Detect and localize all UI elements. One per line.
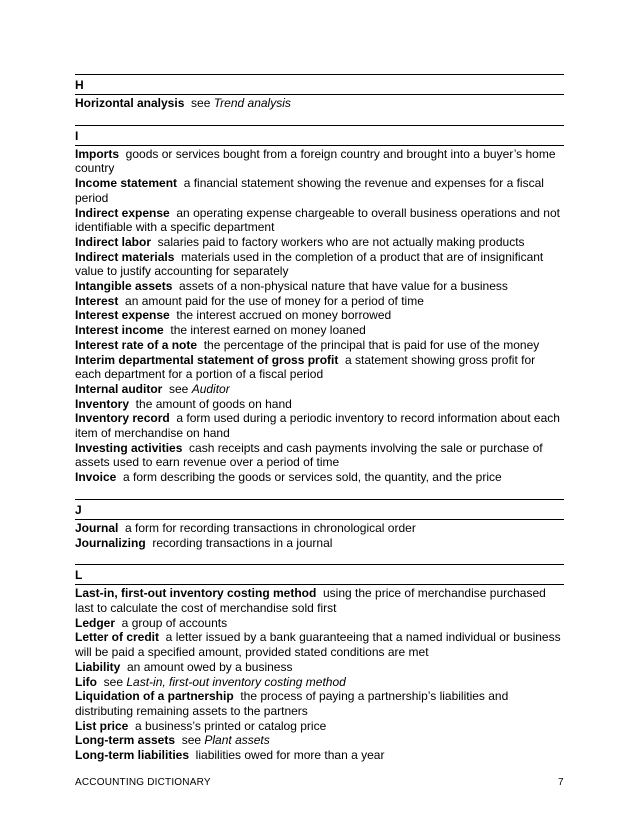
entry-term: Imports — [75, 146, 120, 161]
dictionary-entry — [75, 411, 564, 440]
entry-definition: a letter issued by a bank guaranteeing that a named individual or business will be paid a specified amount, provided stated conditions are met — [75, 630, 564, 660]
dictionary-entry — [75, 689, 564, 718]
dictionary-entry — [75, 206, 564, 235]
entry-term: Indirect labor — [75, 234, 152, 249]
section-j — [75, 499, 564, 550]
entry-definition: using the price of merchandise purchased last to calculate the cost of merchandise sold first — [75, 586, 550, 615]
entry-definition: a statement showing gross profit for each department for a portion of a fiscal period — [75, 352, 539, 382]
dictionary-entry — [75, 733, 564, 748]
section-letter-heading: J — [75, 499, 564, 520]
entry-definition: salaries paid to factory workers who are not actually making products — [151, 234, 525, 249]
dictionary-entry — [75, 323, 564, 338]
entry-definition: liabilities owed for more than a year — [189, 748, 385, 763]
entry-term: Indirect materials — [75, 249, 175, 264]
entry-definition: a group of accounts — [115, 615, 228, 630]
entry-term: Interim departmental statement of gross profit — [75, 352, 339, 367]
entry-definition: the interest accrued on money borrowed — [169, 308, 392, 323]
entry-term: Income statement — [75, 176, 178, 191]
entry-term: Long-term liabilities — [75, 748, 190, 763]
page-number: 7 — [558, 777, 564, 788]
dictionary-entry — [75, 338, 564, 353]
section-spacer — [75, 485, 564, 499]
dictionary-entry — [75, 397, 564, 412]
dictionary-entry — [75, 235, 564, 250]
entry-definition: assets of a non-physical nature that have value for a business — [172, 279, 508, 294]
entry-definition: the percentage of the principal that is paid for use of the money — [197, 337, 540, 352]
entry-definition: an amount owed by a business — [120, 659, 293, 674]
section-h — [75, 74, 564, 111]
dictionary-entry — [75, 470, 564, 485]
dictionary-entry — [75, 96, 564, 111]
section-letter-heading: L — [75, 564, 564, 585]
entry-definition: see — [162, 381, 192, 396]
dictionary-entry — [75, 147, 564, 176]
dictionary-entry — [75, 630, 564, 659]
section-letter-heading: H — [75, 74, 564, 95]
entry-term: Letter of credit — [75, 630, 160, 645]
entry-term: List price — [75, 718, 129, 733]
dictionary-entry — [75, 308, 564, 323]
entry-term: Lifo — [75, 674, 97, 689]
dictionary-entry — [75, 250, 564, 279]
section-spacer — [75, 550, 564, 564]
entry-definition: the interest earned on money loaned — [163, 323, 366, 338]
dictionary-entry — [75, 660, 564, 675]
dictionary-entry — [75, 176, 564, 205]
entry-definition: the process of paying a partnership’s liabilities and distributing remaining assets to the partners — [75, 689, 512, 718]
entry-term: Inventory record — [75, 411, 170, 426]
dictionary-entry — [75, 719, 564, 734]
entry-definition: an amount paid for the use of money for a period of time — [118, 293, 424, 308]
dictionary-entry — [75, 521, 564, 536]
entry-term: Last-in, first-out inventory costing method — [75, 586, 317, 601]
entry-term: Journal — [75, 520, 119, 535]
entry-term: Liquidation of a partnership — [75, 689, 234, 704]
entry-definition: a business’s printed or catalog price — [128, 718, 327, 733]
dictionary-entry — [75, 616, 564, 631]
dictionary-entry — [75, 586, 564, 615]
dictionary-entry — [75, 748, 564, 763]
entry-definition: see — [184, 96, 214, 110]
entry-definition: a financial statement showing the revenue and expenses for a fiscal period — [75, 176, 548, 205]
entry-definition: a form used during a periodic inventory to record information about each item of merchandise on hand — [75, 411, 564, 441]
entry-definition: materials used in the completion of a product that are of insignificant value to justify accounting for separately — [75, 249, 547, 279]
dictionary-entry — [75, 353, 564, 382]
section-spacer — [75, 111, 564, 125]
entry-term: Journalizing — [75, 535, 146, 550]
entry-term: Interest — [75, 293, 119, 308]
entry-term: Liability — [75, 659, 121, 674]
entry-term: Internal auditor — [75, 381, 163, 396]
entry-definition: an operating expense chargeable to overall business operations and not identifiable with a specific department — [75, 205, 564, 235]
entry-definition: recording transactions in a journal — [145, 535, 333, 550]
dictionary-page — [75, 74, 564, 763]
entry-term: Long-term assets — [75, 733, 176, 748]
section-letter-heading: I — [75, 125, 564, 146]
dictionary-entry — [75, 382, 564, 397]
entry-definition: the amount of goods on hand — [129, 396, 292, 411]
entry-definition: see — [97, 674, 127, 689]
entry-term: Interest expense — [75, 308, 170, 323]
entry-term: Invoice — [75, 470, 117, 485]
entry-cross-reference: Last-in, first-out inventory costing method — [126, 674, 346, 689]
dictionary-entry — [75, 294, 564, 309]
entry-cross-reference: Trend analysis — [213, 96, 291, 110]
entry-term: Investing activities — [75, 440, 183, 455]
entry-term: Interest rate of a note — [75, 337, 198, 352]
footer-title: ACCOUNTING DICTIONARY — [75, 777, 211, 788]
entry-cross-reference: Auditor — [191, 381, 230, 396]
entry-term: Interest income — [75, 323, 164, 338]
entry-cross-reference: Plant assets — [204, 733, 270, 748]
section-i — [75, 125, 564, 485]
dictionary-entry — [75, 441, 564, 470]
entry-term: Horizontal analysis — [75, 96, 185, 110]
entry-term: Inventory — [75, 396, 130, 411]
entry-definition: a form for recording transactions in chronological order — [118, 520, 416, 535]
entry-definition: see — [175, 733, 205, 748]
entry-definition: goods or services bought from a foreign country and brought into a buyer’s home country — [75, 146, 559, 176]
entry-definition: a form describing the goods or services sold, the quantity, and the price — [116, 470, 502, 485]
section-l — [75, 564, 564, 762]
dictionary-entry — [75, 675, 564, 690]
entry-term: Ledger — [75, 615, 116, 630]
entry-term: Indirect expense — [75, 205, 170, 220]
entry-term: Intangible assets — [75, 279, 173, 294]
dictionary-entry — [75, 279, 564, 294]
entry-definition: cash receipts and cash payments involving the sale or purchase of assets used to earn revenue over a period of time — [75, 440, 546, 470]
dictionary-entry — [75, 536, 564, 551]
